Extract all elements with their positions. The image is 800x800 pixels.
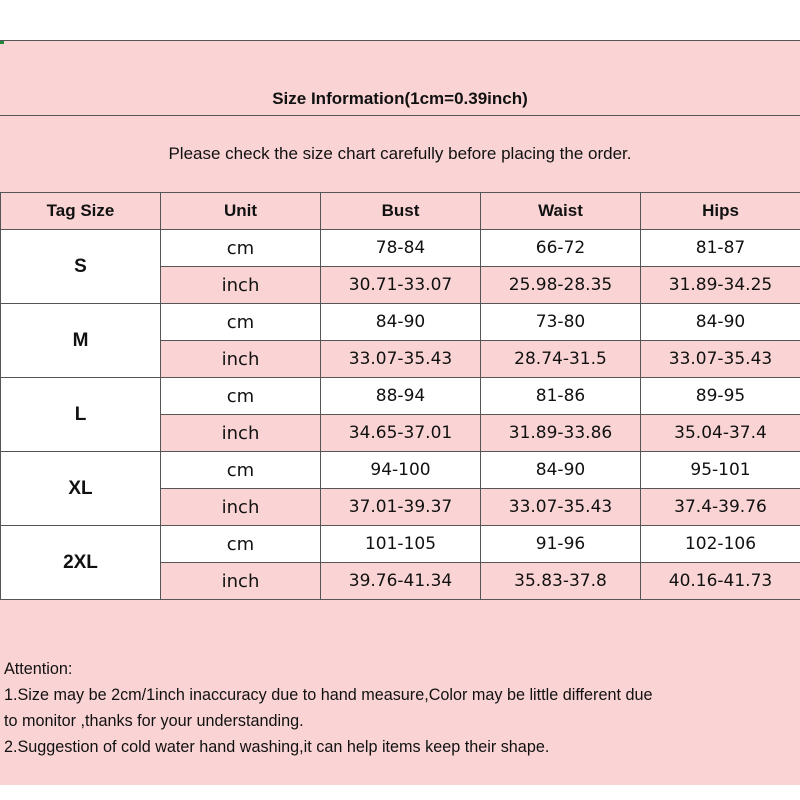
- tag-size-cell: L: [1, 378, 161, 452]
- hips-cell: 81-87: [641, 230, 800, 267]
- hips-cell: 102-106: [641, 526, 800, 563]
- header-row: [1, 193, 800, 230]
- hips-cell: 89-95: [641, 378, 800, 415]
- subtitle: Please check the size chart carefully before placing the order.: [168, 144, 632, 163]
- waist-cell: 81-86: [481, 378, 641, 415]
- table-row: [1, 378, 800, 415]
- header-waist: Waist: [481, 193, 641, 230]
- attention-notes: [4, 656, 800, 760]
- table-row: [1, 452, 800, 489]
- waist-cell: 25.98-28.35: [481, 267, 641, 304]
- unit-cell: cm: [161, 378, 321, 415]
- attention-heading: Attention:: [4, 660, 73, 678]
- bust-cell: 88-94: [321, 378, 481, 415]
- waist-cell: 33.07-35.43: [481, 489, 641, 526]
- subtitle-row: [0, 116, 800, 192]
- bust-cell: 39.76-41.34: [321, 563, 481, 600]
- hips-cell: 37.4-39.76: [641, 489, 800, 526]
- title-row: [0, 40, 800, 116]
- unit-cell: inch: [161, 267, 321, 304]
- attention-line: 1.Size may be 2cm/1inch inaccuracy due to hand measure,Color may be little different due: [4, 686, 653, 704]
- bust-cell: 78-84: [321, 230, 481, 267]
- hips-cell: 95-101: [641, 452, 800, 489]
- tag-size-cell: M: [1, 304, 161, 378]
- hips-cell: 40.16-41.73: [641, 563, 800, 600]
- size-table: [0, 192, 800, 600]
- header-tag-size: Tag Size: [1, 193, 161, 230]
- unit-cell: cm: [161, 452, 321, 489]
- waist-cell: 84-90: [481, 452, 641, 489]
- waist-cell: 73-80: [481, 304, 641, 341]
- attention-line: 2.Suggestion of cold water hand washing,it can help items keep their shape.: [4, 738, 550, 756]
- header-unit: Unit: [161, 193, 321, 230]
- unit-cell: inch: [161, 341, 321, 378]
- bust-cell: 101-105: [321, 526, 481, 563]
- table-row: [1, 304, 800, 341]
- hips-cell: 35.04-37.4: [641, 415, 800, 452]
- unit-cell: inch: [161, 563, 321, 600]
- waist-cell: 31.89-33.86: [481, 415, 641, 452]
- waist-cell: 28.74-31.5: [481, 341, 641, 378]
- unit-cell: inch: [161, 415, 321, 452]
- bust-cell: 34.65-37.01: [321, 415, 481, 452]
- tag-size-cell: XL: [1, 452, 161, 526]
- waist-cell: 35.83-37.8: [481, 563, 641, 600]
- waist-cell: 66-72: [481, 230, 641, 267]
- hips-cell: 84-90: [641, 304, 800, 341]
- bust-cell: 84-90: [321, 304, 481, 341]
- tag-size-cell: S: [1, 230, 161, 304]
- header-bust: Bust: [321, 193, 481, 230]
- waist-cell: 91-96: [481, 526, 641, 563]
- attention-line: to monitor ,thanks for your understanding.: [4, 712, 304, 730]
- unit-cell: cm: [161, 304, 321, 341]
- table-row: [1, 230, 800, 267]
- bust-cell: 30.71-33.07: [321, 267, 481, 304]
- header-hips: Hips: [641, 193, 800, 230]
- bust-cell: 94-100: [321, 452, 481, 489]
- unit-cell: inch: [161, 489, 321, 526]
- bust-cell: 37.01-39.37: [321, 489, 481, 526]
- tag-size-cell: 2XL: [1, 526, 161, 600]
- hips-cell: 31.89-34.25: [641, 267, 800, 304]
- page-title: Size Information(1cm=0.39inch): [272, 89, 528, 108]
- hips-cell: 33.07-35.43: [641, 341, 800, 378]
- table-row: [1, 526, 800, 563]
- unit-cell: cm: [161, 526, 321, 563]
- unit-cell: cm: [161, 230, 321, 267]
- bust-cell: 33.07-35.43: [321, 341, 481, 378]
